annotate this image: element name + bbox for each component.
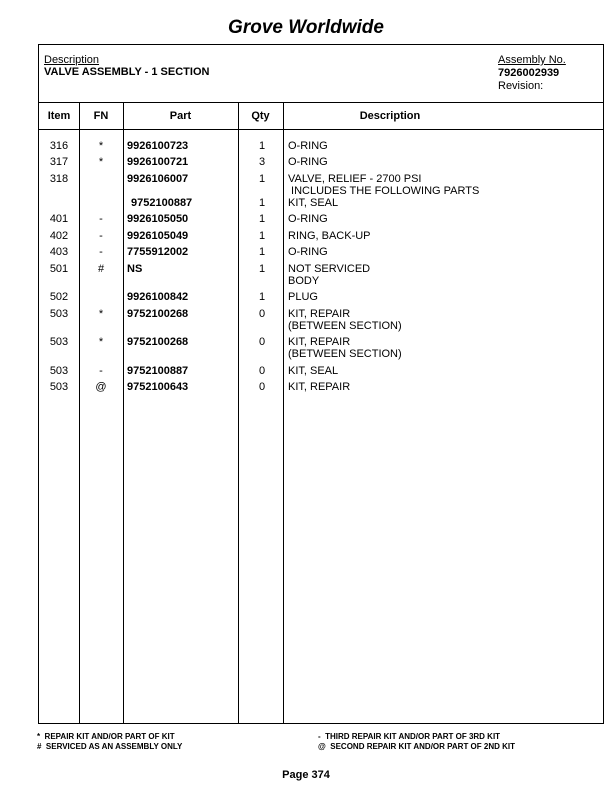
row-qty: 0 <box>258 381 266 393</box>
row-qty: 1 <box>258 291 266 303</box>
row-part: 9926100842 <box>127 291 189 303</box>
row-qty: 1 <box>258 263 266 275</box>
row-part: 9752100887 <box>127 365 189 377</box>
assembly-block <box>498 54 566 93</box>
row-description: RING, BACK-UP <box>288 230 371 242</box>
row-description: KIT, REPAIR <box>288 381 351 393</box>
row-description-line2: INCLUDES THE FOLLOWING PARTS <box>288 185 480 197</box>
row-item: 318 <box>49 173 69 185</box>
column-header-qty: Qty <box>251 110 270 122</box>
column-divider <box>79 102 80 724</box>
column-header-part: Part <box>169 110 192 122</box>
row-description-line2: (BETWEEN SECTION) <box>288 348 402 360</box>
row-fn: - <box>99 230 103 242</box>
assembly-number: 7926002939 <box>498 67 560 79</box>
row-qty: 1 <box>258 246 266 258</box>
legend-assembly-only: # SERVICED AS AN ASSEMBLY ONLY <box>37 742 183 751</box>
row-fn: @ <box>95 381 107 393</box>
row-item: 316 <box>49 140 69 152</box>
legend-second-kit: @ SECOND REPAIR KIT AND/OR PART OF 2ND KIT <box>318 742 515 751</box>
row-description: KIT, SEAL <box>288 197 339 209</box>
row-fn: - <box>99 246 103 258</box>
row-item: 401 <box>49 213 69 225</box>
row-description-line2: (BETWEEN SECTION) <box>288 320 402 332</box>
row-qty: 3 <box>258 156 266 168</box>
row-item: 503 <box>49 336 69 348</box>
column-header-fn: FN <box>93 110 109 122</box>
row-part: NS <box>127 263 143 275</box>
row-fn: - <box>99 365 103 377</box>
row-description: O-RING <box>288 156 328 168</box>
page-title: Grove Worldwide <box>228 17 384 38</box>
row-qty: 0 <box>258 308 266 320</box>
row-qty: 1 <box>258 173 266 185</box>
row-item: 402 <box>49 230 69 242</box>
column-divider <box>123 102 124 724</box>
column-header-description: Description <box>359 110 421 122</box>
row-part: 9926105050 <box>127 213 189 225</box>
row-item: 503 <box>49 308 69 320</box>
row-part: 9752100268 <box>127 308 189 320</box>
row-qty: 1 <box>258 140 266 152</box>
row-fn: # <box>97 263 105 275</box>
row-part: 9926100721 <box>127 156 189 168</box>
page-number: Page 374 <box>282 769 330 781</box>
description-label: Description <box>44 54 100 66</box>
row-fn: * <box>98 140 104 152</box>
row-part: 9752100643 <box>127 381 189 393</box>
assembly-header <box>38 44 604 102</box>
row-qty: 0 <box>258 365 266 377</box>
row-qty: 1 <box>258 197 266 209</box>
row-part: 9752100268 <box>127 336 189 348</box>
row-part: 9926105049 <box>127 230 189 242</box>
row-part: 9926100723 <box>127 140 189 152</box>
row-description: O-RING <box>288 246 328 258</box>
row-description: VALVE, RELIEF - 2700 PSI <box>288 173 422 185</box>
row-part: 7755912002 <box>127 246 189 258</box>
row-part: 9926106007 <box>127 173 189 185</box>
row-description: KIT, REPAIR <box>288 336 351 348</box>
row-description-line2: BODY <box>288 275 320 287</box>
row-description: O-RING <box>288 213 328 225</box>
row-fn: * <box>98 308 104 320</box>
row-qty: 1 <box>258 213 266 225</box>
description-block <box>44 54 209 78</box>
row-fn: * <box>98 336 104 348</box>
row-fn: - <box>99 213 103 225</box>
row-part: 9752100887 <box>131 197 193 209</box>
row-item: 501 <box>49 263 69 275</box>
row-description: O-RING <box>288 140 328 152</box>
row-item: 502 <box>49 291 69 303</box>
row-item: 503 <box>49 365 69 377</box>
column-header-item: Item <box>47 110 71 122</box>
row-description: KIT, REPAIR <box>288 308 351 320</box>
row-fn: * <box>98 156 104 168</box>
column-divider <box>283 102 284 724</box>
row-item: 403 <box>49 246 69 258</box>
revision-label: Revision: <box>498 80 544 92</box>
row-description: KIT, SEAL <box>288 365 339 377</box>
assembly-label: Assembly No. <box>498 54 566 66</box>
row-qty: 1 <box>258 230 266 242</box>
row-description: PLUG <box>288 291 318 303</box>
row-qty: 0 <box>258 336 266 348</box>
column-divider <box>238 102 239 724</box>
row-description: NOT SERVICED <box>288 263 371 275</box>
description-value: VALVE ASSEMBLY - 1 SECTION <box>44 66 210 78</box>
row-item: 503 <box>49 381 69 393</box>
legend-third-kit: - THIRD REPAIR KIT AND/OR PART OF 3RD KIT <box>318 732 501 741</box>
row-item: 317 <box>49 156 69 168</box>
legend-repair-kit: * REPAIR KIT AND/OR PART OF KIT <box>37 732 175 741</box>
